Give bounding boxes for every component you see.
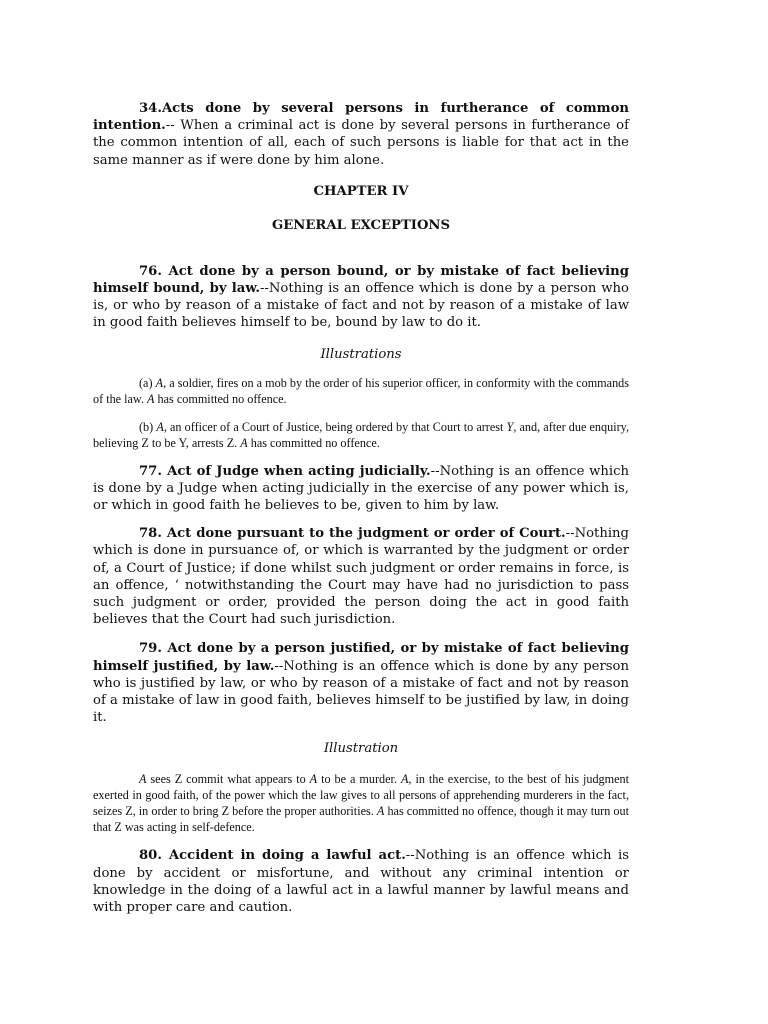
illustration-heading: Illustration [323,741,399,757]
illustration-79-name-2: A [309,772,318,787]
illustration-b [93,419,629,451]
illustration-79-text-3: , in the exercise, to the best of his judgment exerted in good faith, of the power which the law gives to all persons of apprehending murderers in the fact, seizes Z, in order to bring Z before the proper authorities. [93,772,630,819]
section-76-body: --Nothing is an offence which is done by a person who is, or who by reason of a mistake of fact and not by reason of a mistake of law in good faith believes himself to be, bound by law to do it. [93,281,629,331]
chapter-number: CHAPTER IV [313,183,409,199]
illustration-79 [93,771,629,835]
section-76 [93,263,629,332]
illustration-b-prefix: (b) [139,419,157,434]
section-78-heading: 78. Act done pursuant to the judgment or order of Court. [139,526,566,542]
section-80-body: --Nothing is an offence which is done by accident or misfortune, and without any criminal intention or knowledge in the doing of a lawful act in a lawful manner by lawful means and with proper care and caution. [93,848,630,916]
illustration-79-name-1: A [139,772,147,787]
section-77 [93,463,629,515]
section-79-body: --Nothing is an offence which is done by any person who is justified by law, or who by reason of a mistake of fact and not by reason of a mistake of law in good faith, believes himself to be justified by law, in doing it. [93,658,629,726]
illustration-a-name: A [155,375,164,390]
illustration-a-text-1: , a soldier, fires on a mob by the order of his superior officer, in conformity with the commands of the law. [93,375,630,406]
section-80 [93,847,629,916]
illustration-79-name-4: A [376,804,385,819]
illustration-a [93,375,629,407]
illustration-b-name: A [156,419,164,434]
illustration-b-text-2: , and, after due enquiry, believing Z to be Y, arrests Z. [93,419,629,450]
section-34-heading: 34.Acts done by several persons in furtherance of common intention. [93,101,629,134]
illustration-79-text-4: has committed no offence, though it may turn out that Z was acting in self-defence. [93,804,630,835]
section-80-heading: 80. Accident in doing a lawful act. [139,848,406,864]
document-page [93,100,629,916]
chapter-title: GENERAL EXCEPTIONS [271,217,451,233]
illustration-79-text-1: sees Z commit what appears to [146,772,310,787]
section-79-heading: 79. Act done by a person justified, or by mistake of fact believing himself justified, by law. [93,641,629,674]
section-34-dash: -- [165,118,175,134]
illustrations-heading: Illustrations [320,346,402,362]
illustration-b-text-3: has committed no offence. [247,435,380,450]
illustration-a-name-2: A [147,391,155,406]
illustration-a-prefix: (a) [139,375,156,390]
illustration-b-text-1: , an officer of a Court of Justice, being ordered by that Court to arrest [163,419,507,434]
section-34 [93,100,629,169]
illustration-b-name-y: Y [506,419,514,434]
illustration-79-name-3: A [400,772,409,787]
illustration-79-text-2: to be a murder. [317,772,401,787]
illustration-a-text-2: has committed no offence. [154,391,287,406]
illustration-b-name-2: A [240,435,248,450]
section-77-heading: 77. Act of Judge when acting judicially. [139,463,431,479]
section-79 [93,640,629,726]
section-77-body: --Nothing is an offence which is done by a Judge when acting judicially in the exercise of any power which is, or which in good faith he believes to be, given to him by law. [93,463,630,514]
section-34-body: When a criminal act is done by several persons in furtherance of the common intention of all, each of such persons is liable for that act in the same manner as if were done by him alone. [93,118,629,168]
section-78-body: --Nothing which is done in pursuance of, or which is warranted by the judgment or order of, a Court of Justice; if done whilst such judgment or order remains in force, is an offence, ‘ notwithstanding the Court may have had no jurisdiction to pass such judgment or order, provided the person doing the act in good faith believes that the Court had such jurisdiction. [93,526,629,628]
section-76-heading: 76. Act done by a person bound, or by mistake of fact believing himself bound, by law. [93,263,629,297]
section-78 [93,525,629,628]
